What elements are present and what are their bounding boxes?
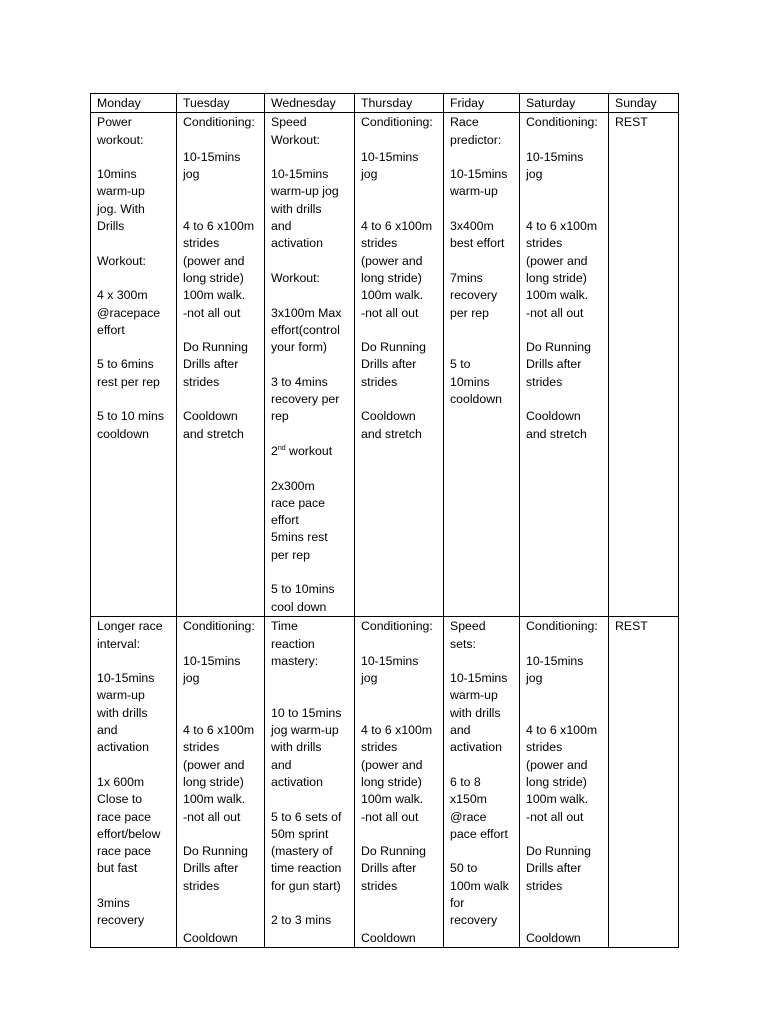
cell-line: REST <box>615 115 648 130</box>
cell-line: 4 to 6 x100m <box>526 219 598 234</box>
cell-line <box>361 826 443 843</box>
cell-line: strides <box>183 878 220 893</box>
cell-line <box>271 426 354 443</box>
cell-line: -not all out <box>183 809 241 824</box>
cell-line: 10-15mins <box>526 149 584 164</box>
cell-line: jog <box>526 167 543 182</box>
cell-line: warm-up jog <box>271 184 339 199</box>
cell-line: Longer race <box>97 619 163 634</box>
cell-line: 3x100m Max <box>271 305 342 320</box>
cell-line: 10mins <box>450 374 490 389</box>
cell-line: Drills after <box>526 357 582 372</box>
cell-line: pace effort <box>450 826 508 841</box>
cell-line <box>97 653 176 670</box>
cell-line: long stride) <box>183 270 244 285</box>
cell-line: and stretch <box>526 426 587 441</box>
cell-line <box>271 460 354 477</box>
cell-line: 2nd workout <box>271 443 333 458</box>
cell-line: Drills after <box>183 357 239 372</box>
cell-week1-sunday <box>609 113 679 617</box>
cell-line: (power and <box>526 757 588 772</box>
cell-line: 10-15mins <box>271 167 329 182</box>
cell-line <box>526 322 608 339</box>
cell-line: strides <box>526 374 563 389</box>
cell-line: your form) <box>271 340 328 355</box>
cell-line <box>183 895 264 912</box>
cell-line: strides <box>361 374 398 389</box>
cell-line: warm-up <box>450 688 498 703</box>
cell-line <box>361 322 443 339</box>
cell-line: for <box>450 896 465 911</box>
cell-line: Do Running <box>361 844 426 859</box>
cell-line: Drills after <box>183 861 239 876</box>
cell-line: recovery <box>450 913 498 928</box>
cell-line: 10-15mins <box>361 149 419 164</box>
cell-line <box>183 183 264 200</box>
cell-line: 10-15mins <box>526 653 584 668</box>
cell-line: strides <box>183 236 220 251</box>
cell-line: 10mins <box>97 167 137 182</box>
cell-line: race pace <box>271 495 326 510</box>
cell-line: strides <box>526 878 563 893</box>
cell-line <box>271 670 354 687</box>
cell-line: strides <box>361 740 398 755</box>
cell-line: @race <box>450 809 487 824</box>
cell-week2-sunday <box>609 617 679 948</box>
cell-line <box>271 895 354 912</box>
cell-week2-wednesday <box>265 617 355 948</box>
cell-line: (power and <box>183 757 245 772</box>
cell-line: Do Running <box>526 844 591 859</box>
cell-line <box>450 843 519 860</box>
cell-line: 5mins rest <box>271 530 328 545</box>
day-header-friday: Friday <box>444 94 520 113</box>
cell-line <box>361 201 443 218</box>
cell-line <box>361 687 443 704</box>
cell-line: 3mins <box>97 896 130 911</box>
cell-line: Drills after <box>361 357 417 372</box>
cell-week1-wednesday <box>265 113 355 617</box>
cell-line: sets: <box>450 636 476 651</box>
cell-line <box>526 391 608 408</box>
cell-line: 100m walk. <box>183 792 246 807</box>
cell-line: and <box>271 219 292 234</box>
cell-line <box>526 183 608 200</box>
cell-line <box>97 878 176 895</box>
cell-line: cooldown <box>450 392 502 407</box>
cell-line: warm-up <box>97 184 145 199</box>
cell-line: strides <box>361 878 398 893</box>
cell-line: rep <box>271 409 289 424</box>
day-header-wednesday: Wednesday <box>265 94 355 113</box>
cell-line: activation <box>271 774 323 789</box>
cell-line: Speed <box>450 619 486 634</box>
cell-line <box>271 791 354 808</box>
cell-line <box>97 339 176 356</box>
cell-line: 10-15mins <box>450 671 508 686</box>
cell-week1-saturday <box>520 113 609 617</box>
cell-line <box>526 912 608 929</box>
cell-line: 2x300m <box>271 478 315 493</box>
cell-line: interval: <box>97 636 141 651</box>
cell-line: Cooldown <box>183 930 238 945</box>
cell-line: 5 to 10 mins <box>97 409 164 424</box>
cell-line: Do Running <box>183 340 248 355</box>
cell-line <box>97 149 176 166</box>
cell-line <box>97 270 176 287</box>
cell-line: effort/below <box>97 826 161 841</box>
day-header-sunday: Sunday <box>609 94 679 113</box>
cell-line: per rep <box>450 305 489 320</box>
day-header-thursday: Thursday <box>355 94 444 113</box>
cell-line: 4 x 300m <box>97 288 148 303</box>
cell-line <box>450 149 519 166</box>
cell-line: cool down <box>271 599 327 614</box>
cell-line: and stretch <box>361 426 422 441</box>
cell-line: Close to <box>97 792 143 807</box>
cell-week2-monday <box>91 617 177 948</box>
cell-line <box>97 235 176 252</box>
cell-line: per rep <box>271 547 310 562</box>
cell-line: 6 to 8 <box>450 774 481 789</box>
cell-line: 50 to <box>450 861 478 876</box>
cell-line: 3x400m <box>450 219 494 234</box>
cell-line <box>361 636 443 653</box>
cell-line: Cooldown <box>361 930 416 945</box>
cell-line: 5 to 6 sets of <box>271 809 342 824</box>
cell-line: reaction <box>271 636 315 651</box>
cell-line: 3 to 4mins <box>271 374 328 389</box>
cell-line: and <box>450 723 471 738</box>
week-row-1 <box>91 113 679 617</box>
cell-line: REST <box>615 619 648 634</box>
cell-line <box>361 912 443 929</box>
cell-line <box>526 826 608 843</box>
cell-line: 10-15mins <box>361 653 419 668</box>
training-schedule-table <box>90 93 679 948</box>
cell-line <box>450 653 519 670</box>
cell-line: effort(control <box>271 322 340 337</box>
cell-line <box>183 322 264 339</box>
cell-line <box>183 636 264 653</box>
cell-line: effort <box>271 513 299 528</box>
day-header-saturday: Saturday <box>520 94 609 113</box>
cell-line: Drills <box>97 219 125 234</box>
week-row-2 <box>91 617 679 948</box>
cell-line: 4 to 6 x100m <box>361 723 433 738</box>
cell-line: (power and <box>183 253 245 268</box>
cell-line: long stride) <box>361 270 422 285</box>
cell-line: rest per rep <box>97 374 160 389</box>
cell-line: 100m walk <box>450 878 509 893</box>
cell-line: jog <box>183 671 200 686</box>
cell-line <box>271 356 354 373</box>
cell-line: Conditioning: <box>361 115 433 130</box>
cell-week2-saturday <box>520 617 609 948</box>
cell-line: warm-up <box>450 184 498 199</box>
cell-line: -not all out <box>361 809 419 824</box>
cell-line: x150m <box>450 792 487 807</box>
cell-line: 5 to 10mins <box>271 582 335 597</box>
cell-line <box>97 757 176 774</box>
cell-line <box>361 705 443 722</box>
cell-line: but fast <box>97 861 138 876</box>
cell-line <box>361 895 443 912</box>
cell-line: with drills <box>97 705 148 720</box>
cell-line <box>183 912 264 929</box>
cell-line: 10 to 15mins <box>271 705 342 720</box>
cell-line: Do Running <box>361 340 426 355</box>
cell-week1-friday <box>444 113 520 617</box>
cell-line: long stride) <box>526 270 587 285</box>
cell-line <box>183 391 264 408</box>
cell-line: long stride) <box>526 774 587 789</box>
cell-line: warm-up <box>97 688 145 703</box>
cell-line: -not all out <box>361 305 419 320</box>
cell-line: Race <box>450 115 479 130</box>
cell-line: 4 to 6 x100m <box>361 219 433 234</box>
cell-line: Workout: <box>97 253 146 268</box>
cell-week2-friday <box>444 617 520 948</box>
cell-line: strides <box>526 236 563 251</box>
cell-line: jog. With <box>97 201 145 216</box>
cell-line: Cooldown <box>183 409 238 424</box>
cell-line <box>526 687 608 704</box>
cell-line: best effort <box>450 236 505 251</box>
cell-line: jog <box>183 167 200 182</box>
cell-line: jog <box>526 671 543 686</box>
cell-line: 4 to 6 x100m <box>183 219 255 234</box>
cell-line: workout: <box>97 132 144 147</box>
cell-line: recovery <box>97 913 145 928</box>
cell-line: strides <box>361 236 398 251</box>
cell-line: Do Running <box>526 340 591 355</box>
cell-line: with drills <box>271 740 322 755</box>
cell-line <box>526 895 608 912</box>
cell-line: long stride) <box>183 774 244 789</box>
cell-line <box>361 132 443 149</box>
cell-line: mastery: <box>271 653 319 668</box>
cell-line: with drills <box>450 705 501 720</box>
cell-line: effort <box>97 322 125 337</box>
cell-line: -not all out <box>526 305 584 320</box>
cell-line: 100m walk. <box>361 288 424 303</box>
cell-line: 2 to 3 mins <box>271 913 332 928</box>
cell-line: Cooldown <box>526 930 581 945</box>
cell-line: activation <box>271 236 323 251</box>
cell-line: Conditioning: <box>183 619 255 634</box>
cell-line <box>183 132 264 149</box>
day-header-monday: Monday <box>91 94 177 113</box>
cell-line: predictor: <box>450 132 502 147</box>
cell-line <box>526 705 608 722</box>
cell-line: 100m walk. <box>526 792 589 807</box>
cell-line: activation <box>450 740 502 755</box>
cell-line: Do Running <box>183 844 248 859</box>
cell-week1-monday <box>91 113 177 617</box>
cell-line: activation <box>97 740 149 755</box>
cell-line <box>526 636 608 653</box>
header-row <box>91 94 679 113</box>
cell-line: for gun start) <box>271 878 341 893</box>
cell-line: 100m walk. <box>361 792 424 807</box>
cell-line <box>450 201 519 218</box>
cell-line <box>526 201 608 218</box>
cell-line: strides <box>183 374 220 389</box>
cell-line: 5 to 6mins <box>97 357 154 372</box>
cell-line: Workout: <box>271 270 320 285</box>
cell-line: Conditioning: <box>183 115 255 130</box>
cell-line <box>361 391 443 408</box>
cell-line <box>97 391 176 408</box>
cell-line: 10-15mins <box>183 653 241 668</box>
cell-line: 4 to 6 x100m <box>526 723 598 738</box>
cell-line: jog <box>361 167 378 182</box>
cell-line: 10-15mins <box>97 671 155 686</box>
cell-line <box>183 826 264 843</box>
cell-line <box>450 757 519 774</box>
cell-line: Power <box>97 115 132 130</box>
cell-line: with drills <box>271 201 322 216</box>
cell-week2-thursday <box>355 617 444 948</box>
cell-line: Time <box>271 619 298 634</box>
cell-line: @racepace <box>97 305 161 320</box>
cell-line: and stretch <box>183 426 244 441</box>
cell-week2-tuesday <box>177 617 265 948</box>
cell-line: time reaction <box>271 861 342 876</box>
cell-line: (power and <box>361 253 423 268</box>
cell-line <box>361 183 443 200</box>
cell-line: Cooldown <box>361 409 416 424</box>
cell-line <box>526 132 608 149</box>
cell-line: jog <box>361 671 378 686</box>
cell-line: Speed <box>271 115 307 130</box>
cell-line: -not all out <box>183 305 241 320</box>
cell-line: 5 to <box>450 357 471 372</box>
cell-line <box>183 705 264 722</box>
cell-line <box>450 322 519 339</box>
cell-line: and <box>271 757 292 772</box>
cell-line: Conditioning: <box>526 115 598 130</box>
cell-line <box>271 287 354 304</box>
cell-line: (power and <box>361 757 423 772</box>
cell-line: 4 to 6 x100m <box>183 723 255 738</box>
cell-line: recovery <box>450 288 498 303</box>
cell-line: long stride) <box>361 774 422 789</box>
cell-line: 10-15mins <box>183 149 241 164</box>
cell-line: Conditioning: <box>361 619 433 634</box>
cell-line: Drills after <box>361 861 417 876</box>
cell-line <box>183 201 264 218</box>
cell-line: 100m walk. <box>526 288 589 303</box>
cell-line: race pace <box>97 844 152 859</box>
cell-line <box>183 687 264 704</box>
cell-line: -not all out <box>526 809 584 824</box>
cell-line: Cooldown <box>526 409 581 424</box>
cell-line: 7mins <box>450 270 483 285</box>
cell-line <box>271 253 354 270</box>
cell-line: Workout: <box>271 132 320 147</box>
cell-line: recovery per <box>271 392 340 407</box>
cell-week1-thursday <box>355 113 444 617</box>
cell-line: 1x 600m <box>97 774 145 789</box>
cell-line: Conditioning: <box>526 619 598 634</box>
cell-line: and <box>97 723 118 738</box>
cell-line: 100m walk. <box>183 288 246 303</box>
cell-line: cooldown <box>97 426 149 441</box>
cell-line: 10-15mins <box>450 167 508 182</box>
cell-line <box>450 339 519 356</box>
cell-week1-tuesday <box>177 113 265 617</box>
day-header-tuesday: Tuesday <box>177 94 265 113</box>
cell-line <box>271 149 354 166</box>
cell-line: (mastery of <box>271 844 333 859</box>
cell-line: Drills after <box>526 861 582 876</box>
cell-line: strides <box>526 740 563 755</box>
cell-line <box>271 564 354 581</box>
cell-line: (power and <box>526 253 588 268</box>
cell-line: strides <box>183 740 220 755</box>
cell-line <box>271 687 354 704</box>
cell-line <box>450 253 519 270</box>
cell-line: 50m sprint <box>271 826 329 841</box>
cell-line: race pace <box>97 809 152 824</box>
cell-line: jog warm-up <box>271 723 339 738</box>
